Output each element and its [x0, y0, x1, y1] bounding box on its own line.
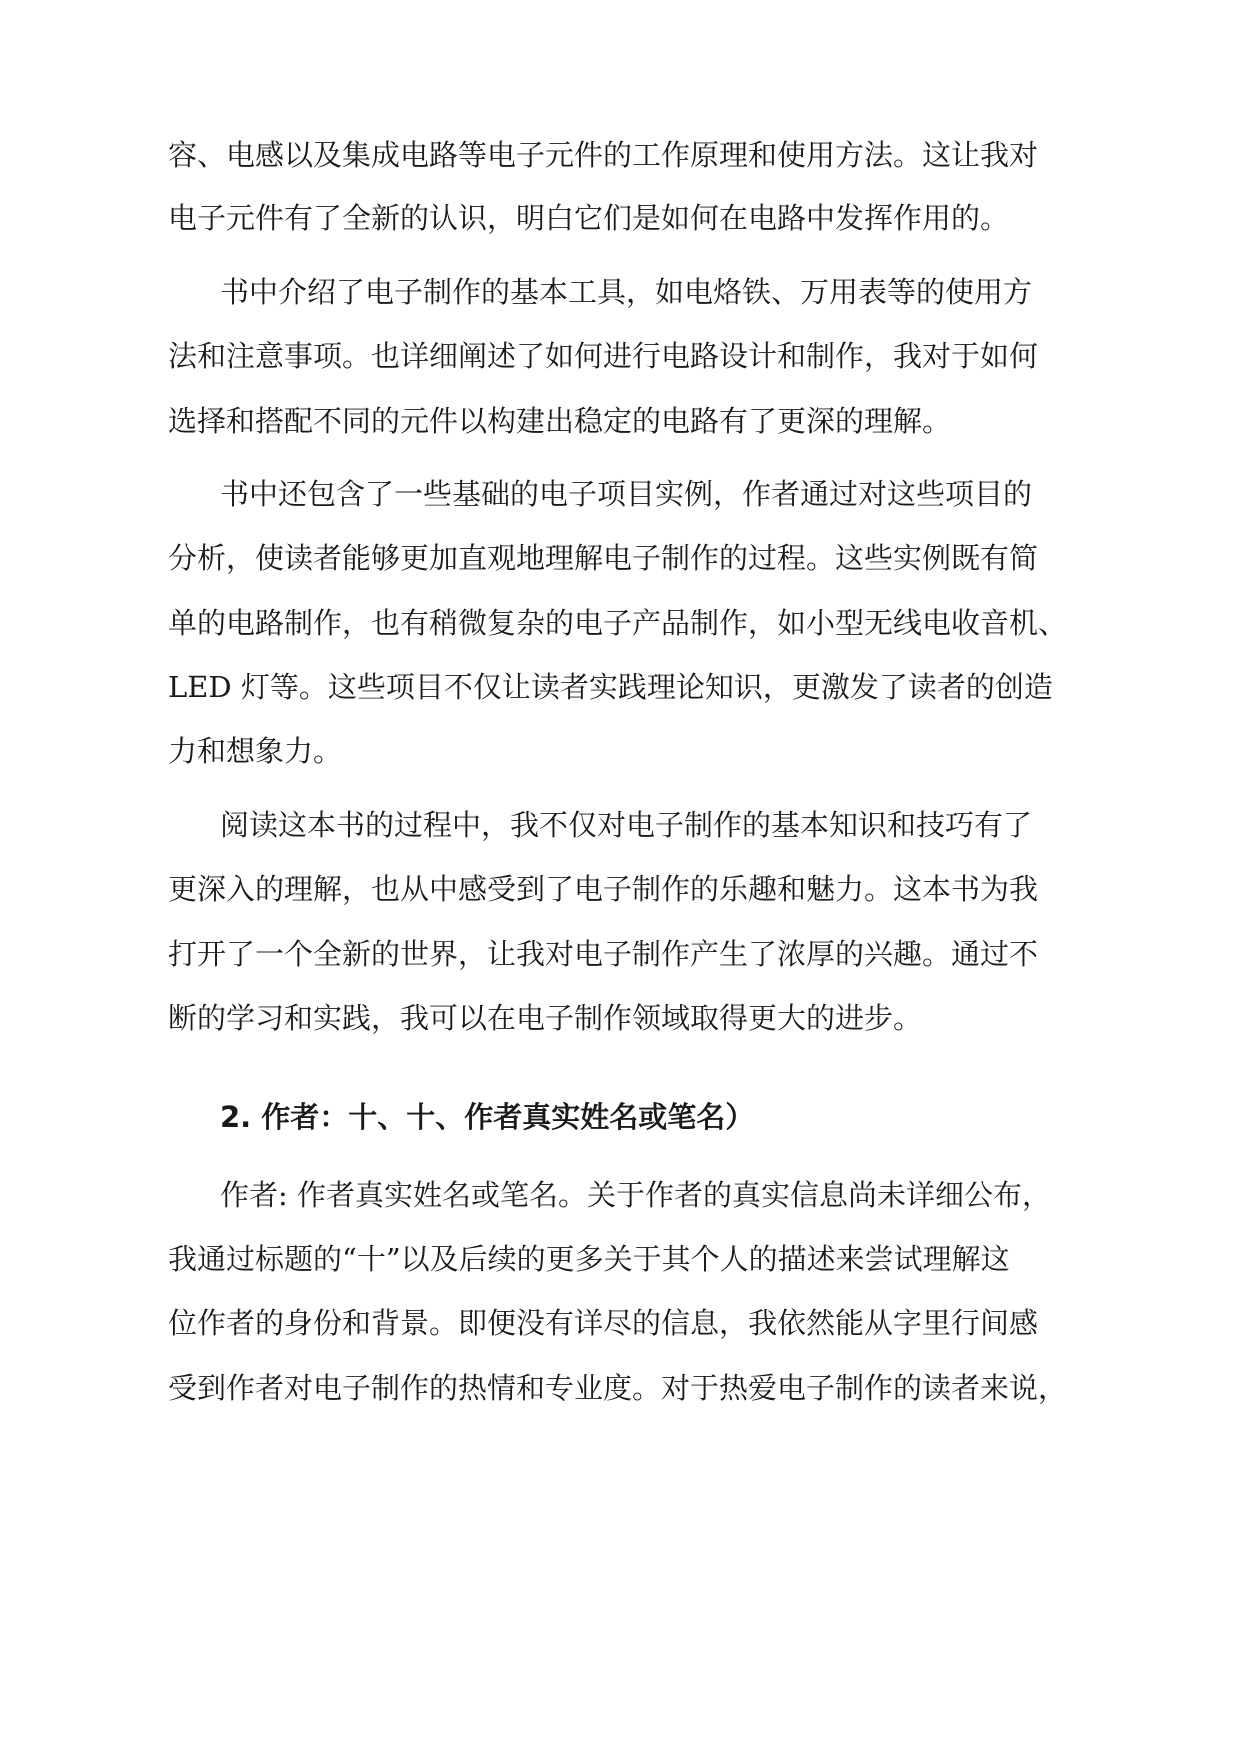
text-line: [0, 603, 1241, 643]
text-line: [0, 667, 1241, 707]
paragraph-text: 受到作者对电子制作的热情和专业度。对于热爱电子制作的读者来说，: [168, 1371, 1068, 1405]
text-line: [0, 1175, 1241, 1215]
text-line: [0, 272, 1241, 312]
text-line: [0, 869, 1241, 909]
paragraph-text: 打开了一个全新的世界，让我对电子制作产生了浓厚的兴趣。通过不: [168, 937, 1039, 971]
text-line: [0, 1368, 1241, 1408]
text-line: [0, 198, 1241, 238]
text-line: [0, 538, 1241, 578]
text-line: [0, 1303, 1241, 1343]
paragraph-text: 单的电路制作，也有稍微复杂的电子产品制作，如小型无线电收音机、: [168, 606, 1068, 640]
section-heading-text: 2. 作者：十、十、作者真实姓名或笔名）: [220, 1100, 755, 1134]
paragraph-text: 断的学习和实践，我可以在电子制作领域取得更大的进步。: [168, 1001, 923, 1035]
text-line: [0, 934, 1241, 974]
paragraph-text: 更深入的理解，也从中感受到了电子制作的乐趣和魅力。这本书为我: [168, 872, 1039, 906]
paragraph-text: 阅读这本书的过程中，我不仅对电子制作的基本知识和技巧有了: [220, 808, 1033, 842]
paragraph-text: 书中介绍了电子制作的基本工具，如电烙铁、万用表等的使用方: [220, 275, 1033, 309]
text-line: [0, 401, 1241, 441]
paragraph-text: 力和想象力。: [168, 734, 343, 768]
paragraph-text: 书中还包含了一些基础的电子项目实例，作者通过对这些项目的: [220, 477, 1033, 511]
text-line: [0, 1239, 1241, 1279]
paragraph-text: 选择和搭配不同的元件以构建出稳定的电路有了更深的理解。: [168, 404, 952, 438]
paragraph-text: 我通过标题的“十”以及后续的更多关于其个人的描述来尝试理解这: [168, 1242, 1010, 1276]
text-line: [0, 805, 1241, 845]
paragraph-text: 法和注意事项。也详细阐述了如何进行电路设计和制作，我对于如何: [168, 339, 1039, 373]
paragraph-text: 容、电感以及集成电路等电子元件的工作原理和使用方法。这让我对: [168, 138, 1039, 172]
text-line: [0, 731, 1241, 771]
text-line: [0, 135, 1241, 175]
paragraph-text: 分析，使读者能够更加直观地理解电子制作的过程。这些实例既有简: [168, 541, 1039, 575]
paragraph-text: LED 灯等。这些项目不仅让读者实践理论知识，更激发了读者的创造: [168, 670, 1053, 704]
section-heading: [0, 1097, 1241, 1137]
text-line: [0, 998, 1241, 1038]
paragraph-text: 作者: 作者真实姓名或笔名。关于作者的真实信息尚未详细公布，: [220, 1178, 1051, 1212]
paragraph-text: 电子元件有了全新的认识，明白它们是如何在电路中发挥作用的。: [168, 201, 1010, 235]
paragraph-text: 位作者的身份和背景。即便没有详尽的信息，我依然能从字里行间感: [168, 1306, 1039, 1340]
text-line: [0, 474, 1241, 514]
text-line: [0, 336, 1241, 376]
